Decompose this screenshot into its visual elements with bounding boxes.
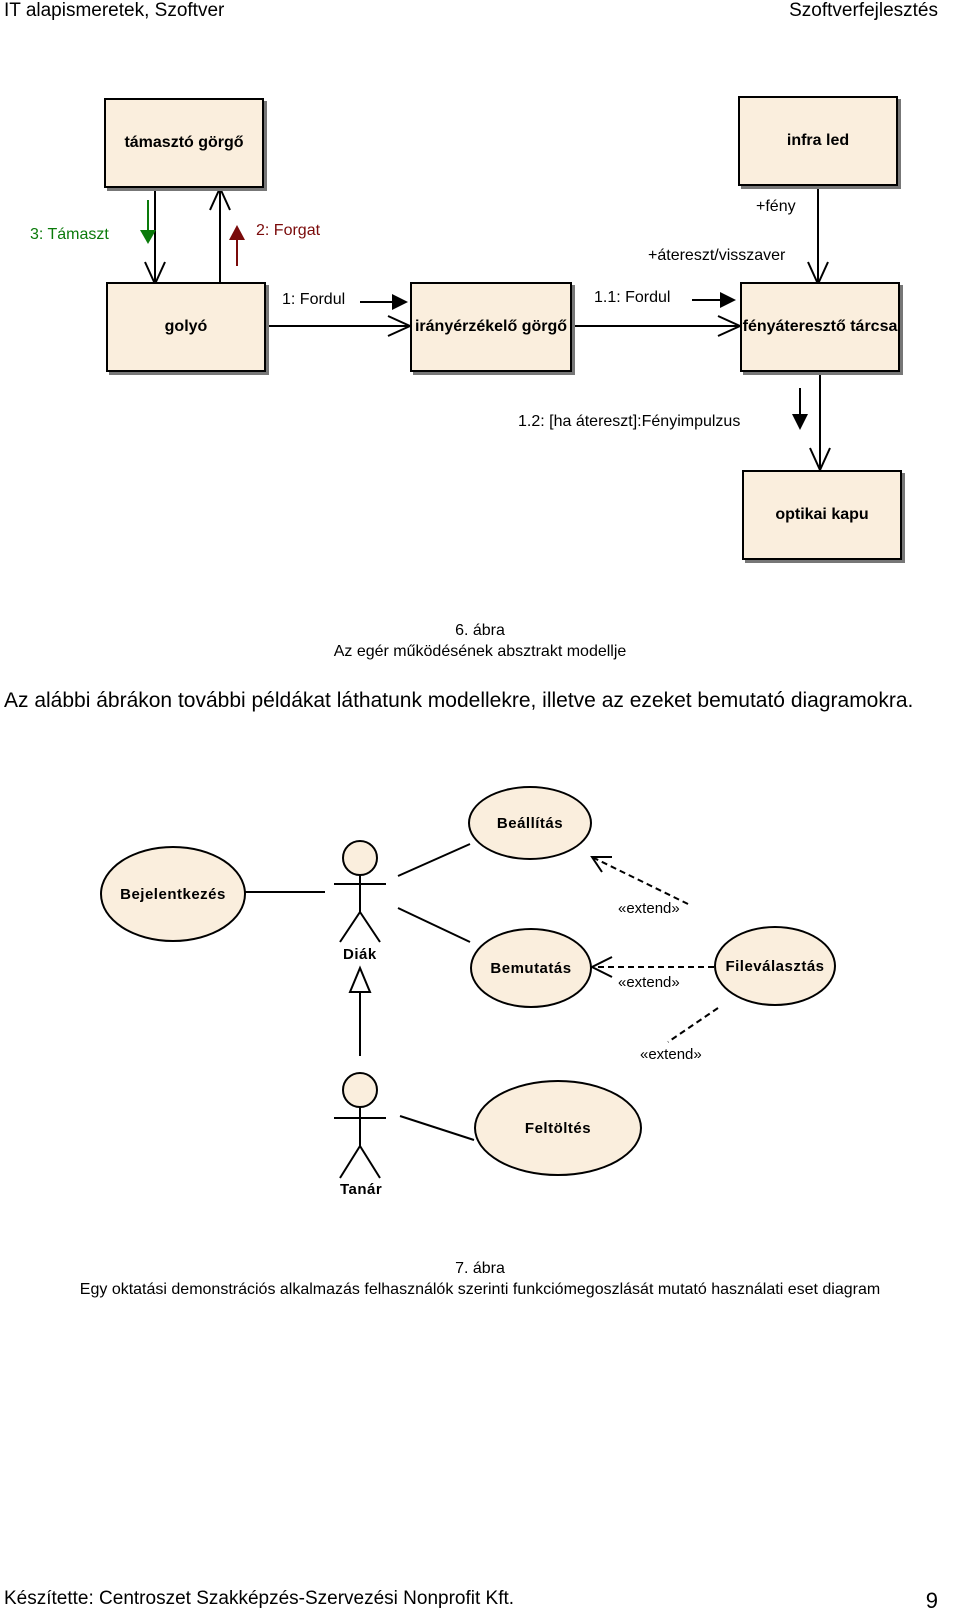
footer-text: Készítette: Centroszet Szakképzés-Szervezési Nonprofit Kft. (4, 1588, 515, 1609)
actor-tanar-label: Tanár (340, 1181, 383, 1198)
actor-diak-label: Diák (343, 946, 377, 963)
usecase-bemutatas: Bemutatás (470, 928, 592, 1008)
message-tamaszt-text: 3: Támaszt (30, 226, 109, 243)
object-iranyerzekelo-gorgo: irányérzékelő görgő (410, 282, 572, 372)
usecase-filevalasztas: Fileválasztás (714, 926, 836, 1006)
fig7-caption-text: Egy oktatási demonstrációs alkalmazás felhasználók szerinti funkciómegoszlását mutató használati eset diagram (79, 1281, 881, 1298)
message-fenyimpulzus: 1.2: [ha átereszt]:Fényimpulzus (518, 413, 741, 430)
body-paragraph: Az alábbi ábrákon további példákat láthatunk modellekre, illetve az ezeket bemutató diagramokra. (4, 689, 914, 712)
usecase-feltoltes: Feltöltés (474, 1080, 642, 1176)
extend-label-beallitas: «extend» (618, 900, 680, 917)
message-fordul-1: 1: Fordul (282, 291, 346, 308)
usecase-beallitas: Beállítás (468, 786, 592, 860)
fig6-caption-number: 6. ábra (455, 622, 505, 639)
object-infra-led: infra led (738, 96, 898, 186)
object-fenyatereszto-tarcsa: fényáteresztő tárcsa (740, 282, 900, 372)
object-tamaszto-gorgo: támasztó görgő (104, 98, 264, 188)
page-number: 9 (925, 1588, 938, 1613)
extend-label-bemutatas: «extend» (618, 974, 680, 991)
message-atereszt: +átereszt/visszaver (648, 247, 786, 264)
message-feny: +fény (756, 198, 796, 215)
message-fordul-1-1: 1.1: Fordul (594, 289, 671, 306)
fig7-caption-number: 7. ábra (455, 1260, 505, 1277)
fig6-caption-text: Az egér működésének absztrakt modellje (333, 643, 627, 660)
object-optikai-kapu: optikai kapu (742, 470, 902, 560)
object-golyo: golyó (106, 282, 266, 372)
header-right: Szoftverfejlesztés (789, 0, 938, 21)
usecase-bejelentkezes: Bejelentkezés (100, 846, 246, 942)
extend-label-feltoltes: «extend» (640, 1046, 702, 1063)
message-forgat-text: 2: Forgat (256, 222, 321, 239)
header-left: IT alapismeretek, Szoftver (4, 0, 225, 21)
